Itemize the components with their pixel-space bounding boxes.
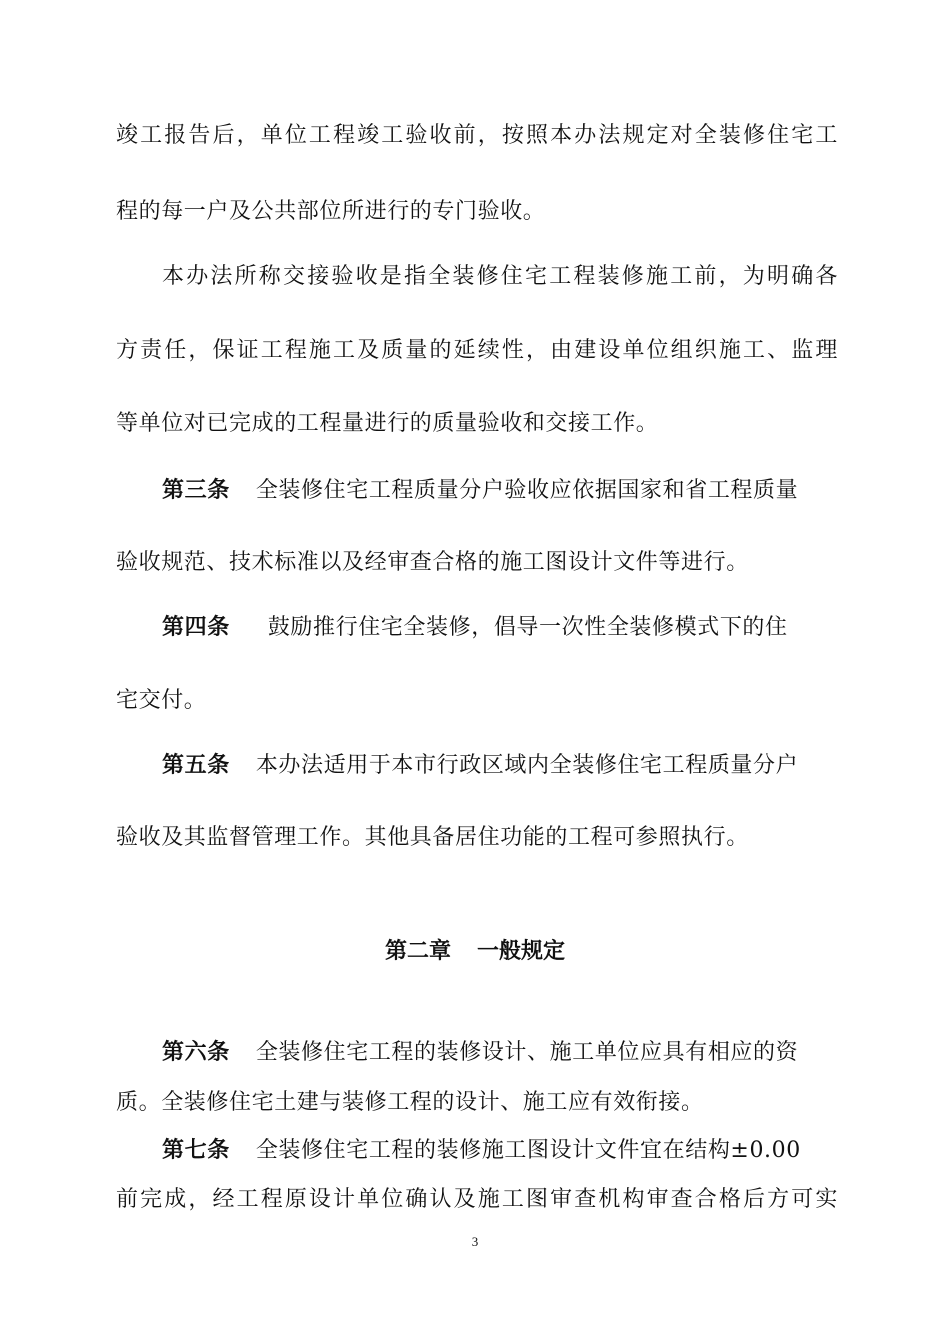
article-7 [162,1135,838,1166]
paragraph-line: 质。全装修住宅土建与装修工程的设计、施工应有效衔接。 [116,1090,704,1115]
article-heading: 第三条 [162,477,230,503]
article-text: 全装修住宅工程质量分户验收应依据国家和省工程质量 [255,478,799,503]
article-5 [162,750,838,781]
article-heading: 第四条 [162,614,230,640]
article-text: 全装修住宅工程的装修施工图设计文件宜在结构±0.00 [255,1138,801,1163]
paragraph-line: 方责任，保证工程施工及质量的延续性，由建设单位组织施工、监理 [116,338,838,363]
article-text: 全装修住宅工程的装修设计、施工单位应具有相应的资 [255,1040,799,1065]
article-3 [162,475,838,506]
article-heading: 第七条 [162,1137,230,1163]
chapter-title: 一般规定 [477,938,566,964]
paragraph-line: 宅交付。 [116,688,207,713]
chapter-number: 第二章 [384,938,451,964]
article-text: 鼓励推行住宅全装修，倡导一次性全装修模式下的住 [267,615,788,640]
paragraph-line: 验收及其监督管理工作。其他具备居住功能的工程可参照执行。 [116,825,749,850]
paragraph-line: 等单位对已完成的工程量进行的质量验收和交接工作。 [116,411,659,436]
article-6 [162,1037,838,1068]
paragraph-line: 本办法所称交接验收是指全装修住宅工程装修施工前，为明确各 [162,264,838,289]
article-heading: 第六条 [162,1039,230,1065]
paragraph-line: 程的每一户及公共部位所进行的专门验收。 [116,199,546,224]
paragraph-line: 验收规范、技术标准以及经审查合格的施工图设计文件等进行。 [116,550,749,575]
chapter-heading [0,936,950,966]
paragraph-line: 前完成，经工程原设计单位确认及施工图审查机构审查合格后方可实 [116,1187,838,1212]
page-number: 3 [471,1234,479,1249]
article-heading: 第五条 [162,752,230,778]
paragraph-line: 竣工报告后，单位工程竣工验收前，按照本办法规定对全装修住宅工 [116,123,838,148]
article-text: 本办法适用于本市行政区域内全装修住宅工程质量分户 [255,753,799,778]
article-4 [162,612,838,643]
